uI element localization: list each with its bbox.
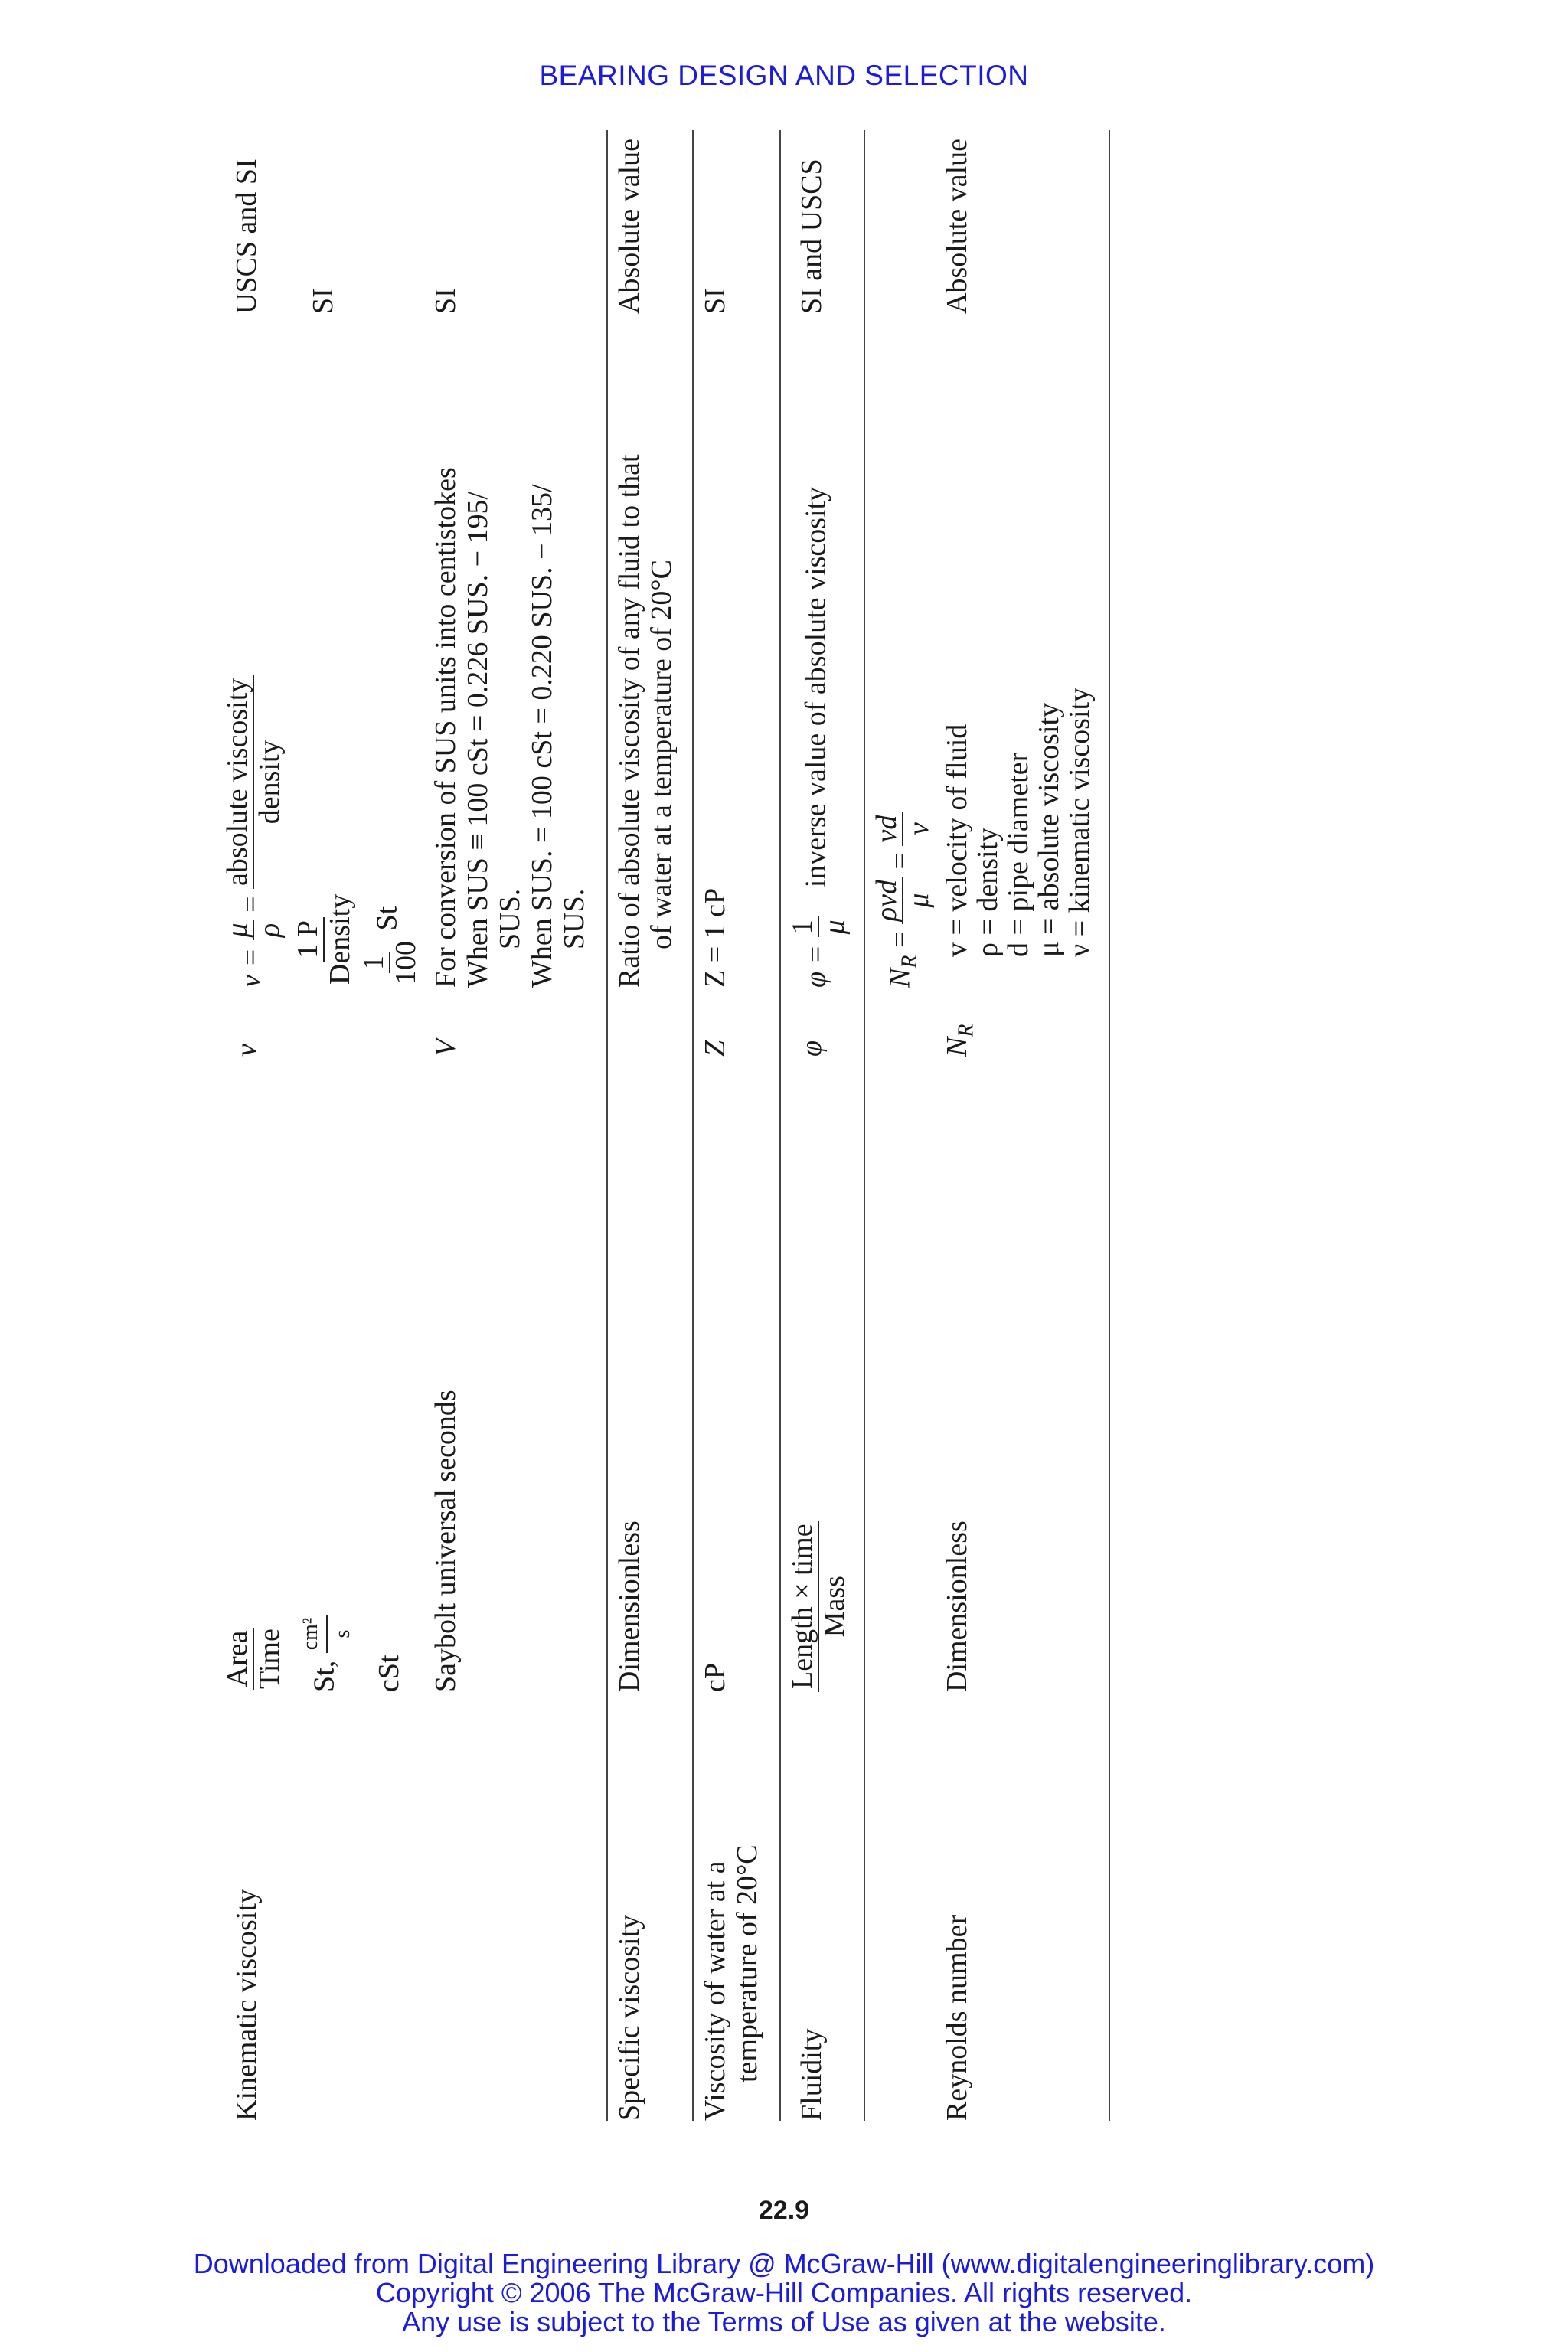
viscosity-table-continued: [787, 130, 1384, 2121]
saybolt-line-3: SUS.: [494, 888, 526, 949]
water-formula: Z = 1 cP: [699, 887, 731, 988]
fluidity-symbol: φ: [795, 1040, 828, 1057]
specific-unit: Dimensionless: [613, 1521, 645, 1692]
saybolt-line-4: When SUS. = 100 cSt = 0.220 SUS. − 135/: [526, 484, 558, 988]
kinematic-formula-st: 1 100 St: [358, 906, 422, 985]
fluidity-name: Fluidity: [795, 2028, 828, 2121]
kinematic-formula-p: 1 P Density: [292, 893, 356, 985]
saybolt-line-5: SUS.: [558, 888, 590, 949]
kinematic-name: Kinematic viscosity: [230, 1889, 263, 2121]
reynolds-def-3: d = pipe diameter: [1002, 752, 1034, 957]
saybolt-line-1: For conversion of SUS units into centistokes: [430, 467, 462, 988]
specific-system: Absolute value: [613, 138, 645, 314]
reynolds-def-4: μ = absolute viscosity: [1033, 702, 1065, 957]
rule-4: [864, 130, 865, 2121]
rule-3: [779, 130, 781, 2121]
reynolds-system: Absolute value: [941, 138, 973, 314]
footer-line-2: Copyright © 2006 The McGraw-Hill Companies. All rights reserved.: [375, 2277, 1193, 2308]
running-header: BEARING DESIGN AND SELECTION: [539, 60, 1029, 91]
kinematic-symbol: ν: [230, 1044, 263, 1057]
footer-line-1: Downloaded from Digital Engineering Library @ McGraw-Hill (www.digitalengineeringlibrary.com): [193, 2248, 1375, 2279]
kinematic-formula: ν = μ ρ = absolute viscosity density: [222, 314, 285, 988]
saybolt-symbol: V: [430, 1038, 462, 1057]
kinematic-system-1: USCS and SI: [230, 158, 263, 314]
reynolds-def-2: ρ = density: [972, 827, 1004, 957]
water-name-1: Viscosity of water at a: [699, 1860, 731, 2121]
water-system: SI: [699, 288, 731, 314]
kinematic-unit-area-time: Area Time: [221, 1628, 286, 1689]
reynolds-symbol: $N_R$: [941, 1024, 978, 1057]
saybolt-name: Saybolt universal seconds: [430, 1390, 462, 1692]
page-number: 22.9: [758, 2196, 810, 2225]
fluidity-formula: φ = 1 μ inverse value of absolute viscosity: [786, 486, 851, 988]
fluidity-unit: Length × time Mass: [787, 1294, 850, 1692]
download-footer: [0, 2249, 1568, 2337]
reynolds-def-5: ν = kinematic viscosity: [1063, 687, 1096, 957]
specific-line-1: Ratio of absolute viscosity of any fluid to that: [613, 454, 645, 988]
viscosity-table: [222, 130, 819, 2121]
saybolt-system: SI: [430, 288, 462, 314]
reynolds-def-1: v = velocity of fluid: [941, 724, 973, 957]
rule-2: [692, 130, 694, 2121]
footer-line-3: Any use is subject to the Terms of Use as given at the website.: [402, 2306, 1166, 2337]
reynolds-unit: Dimensionless: [941, 1521, 973, 1692]
rule-1: [606, 130, 608, 2121]
specific-name: Specific viscosity: [613, 1914, 645, 2121]
water-symbol: Z: [699, 1040, 731, 1057]
saybolt-line-2: When SUS ≡ 100 cSt = 0.226 SUS. − 195/: [462, 491, 494, 988]
kinematic-unit-st: St, cm² s: [296, 1294, 358, 1692]
rule-5: [1109, 130, 1110, 2121]
reynolds-name: Reynolds number: [941, 1914, 973, 2121]
water-unit: cP: [699, 1663, 731, 1692]
reynolds-formula: $N_R$ = ρvd μ = vd ν: [871, 314, 934, 988]
specific-line-2: of water at a temperature of 20°C: [645, 560, 678, 949]
kinematic-unit-cst: cSt: [373, 1655, 405, 1692]
fluidity-system: SI and USCS: [795, 158, 828, 314]
water-name-2: temperature of 20°C: [731, 1844, 763, 2082]
kinematic-system-2: SI: [307, 288, 339, 314]
